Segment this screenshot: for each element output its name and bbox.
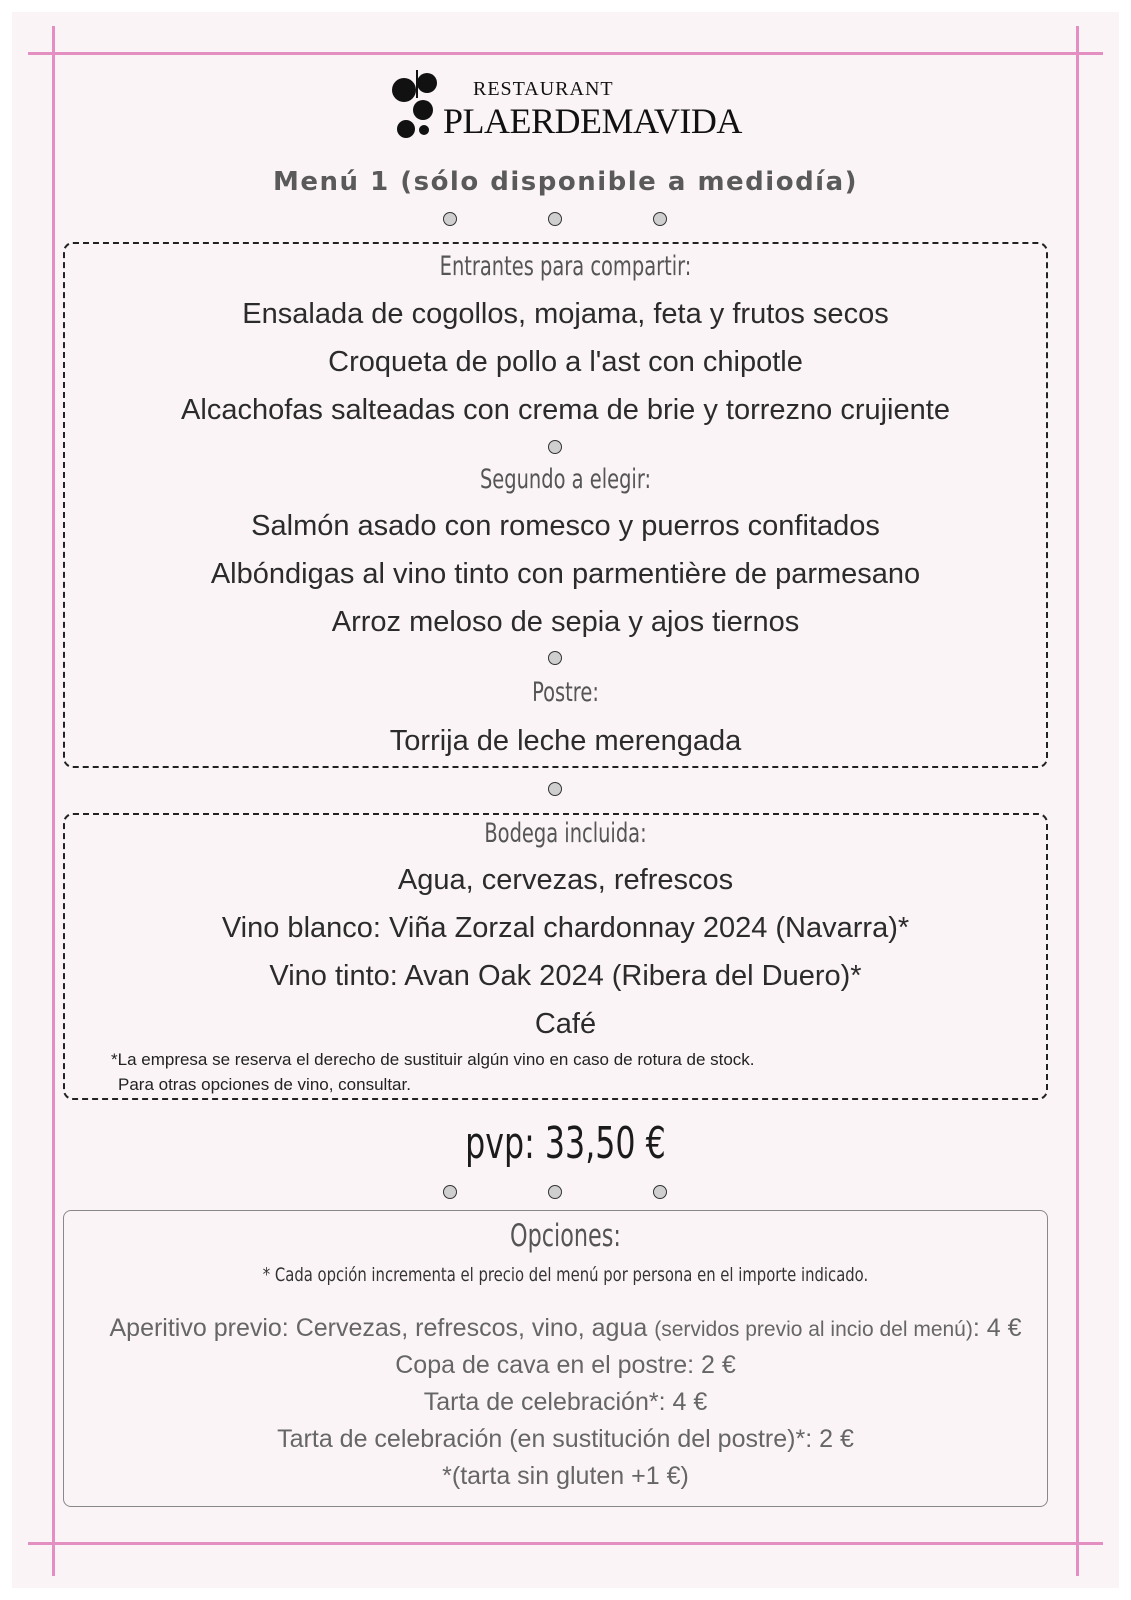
logo-grape-dot bbox=[392, 78, 416, 102]
segundo-heading: Segundo a elegir: bbox=[479, 464, 652, 495]
bodega-heading: Bodega incluida: bbox=[484, 818, 647, 849]
menu-item: Croqueta de pollo a l'ast con chipotle bbox=[328, 346, 803, 378]
menu-item: Torrija de leche merengada bbox=[389, 725, 742, 757]
menu-item: Salmón asado con romesco y puerros confitados bbox=[251, 510, 880, 542]
guide-line-top bbox=[28, 52, 1103, 55]
option-item: Tarta de celebración (en sustitución del postre)*: 2 € bbox=[277, 1425, 854, 1453]
logo-grape-dot bbox=[397, 120, 415, 138]
option-aperitivo-price: : 4 € bbox=[972, 1314, 1022, 1342]
option-item: *(tarta sin gluten +1 €) bbox=[442, 1462, 689, 1490]
bodega-item: Agua, cervezas, refrescos bbox=[397, 864, 734, 896]
guide-line-bottom bbox=[28, 1542, 1103, 1545]
divider-circle bbox=[548, 782, 562, 796]
option-aperitivo bbox=[0, 1314, 1131, 1343]
menu-item: Arroz meloso de sepia y ajos tiernos bbox=[331, 606, 800, 638]
bodega-footnote: Para otras opciones de vino, consultar. bbox=[118, 1075, 411, 1094]
option-aperitivo-label: Aperitivo previo: Cervezas, refrescos, vino, agua bbox=[109, 1314, 648, 1342]
menu-item: Alcachofas salteadas con crema de brie y torrezno crujiente bbox=[181, 394, 950, 426]
divider-circle bbox=[443, 1185, 457, 1199]
option-aperitivo-detail: (servidos previo al incio del menú) bbox=[654, 1318, 973, 1341]
divider-circle bbox=[548, 440, 562, 454]
guide-line-left bbox=[52, 26, 55, 1576]
logo-grape-dot bbox=[419, 125, 429, 135]
menu-item: Ensalada de cogollos, mojama, feta y frutos secos bbox=[242, 298, 889, 330]
logo-brand-name: PLAERDEMAVIDA bbox=[443, 101, 742, 141]
menu-title: Menú 1 (sólo disponible a mediodía) bbox=[272, 167, 859, 197]
bodega-footnote: *La empresa se reserva el derecho de sustituir algún vino en caso de rotura de stock. bbox=[111, 1050, 755, 1069]
option-item: Tarta de celebración*: 4 € bbox=[423, 1388, 708, 1416]
menu-price: pvp: 33,50 € bbox=[465, 1118, 666, 1169]
bodega-item: Café bbox=[534, 1008, 597, 1040]
divider-circle bbox=[548, 212, 562, 226]
divider-circle bbox=[653, 212, 667, 226]
divider-circle bbox=[548, 651, 562, 665]
divider-circle bbox=[548, 1185, 562, 1199]
divider-circle bbox=[653, 1185, 667, 1199]
guide-line-right bbox=[1076, 26, 1079, 1576]
logo-grape-dot bbox=[417, 73, 437, 93]
option-item: Copa de cava en el postre: 2 € bbox=[395, 1351, 736, 1379]
logo-grape-dot bbox=[413, 100, 433, 120]
options-note: * Cada opción incrementa el precio del menú por persona en el importe indicado. bbox=[262, 1264, 869, 1286]
options-heading: Opciones: bbox=[510, 1218, 621, 1254]
postre-heading: Postre: bbox=[532, 677, 599, 708]
bodega-item: Vino blanco: Viña Zorzal chardonnay 2024 (Navarra)* bbox=[221, 912, 910, 944]
menu-item: Albóndigas al vino tinto con parmentière de parmesano bbox=[210, 558, 921, 590]
logo-restaurant-text: RESTAURANT bbox=[473, 78, 614, 100]
restaurant-logo bbox=[395, 70, 742, 150]
entrantes-heading: Entrantes para compartir: bbox=[439, 251, 692, 282]
logo-stem bbox=[416, 70, 418, 98]
bodega-item: Vino tinto: Avan Oak 2024 (Ribera del Duero)* bbox=[269, 960, 862, 992]
divider-circle bbox=[443, 212, 457, 226]
